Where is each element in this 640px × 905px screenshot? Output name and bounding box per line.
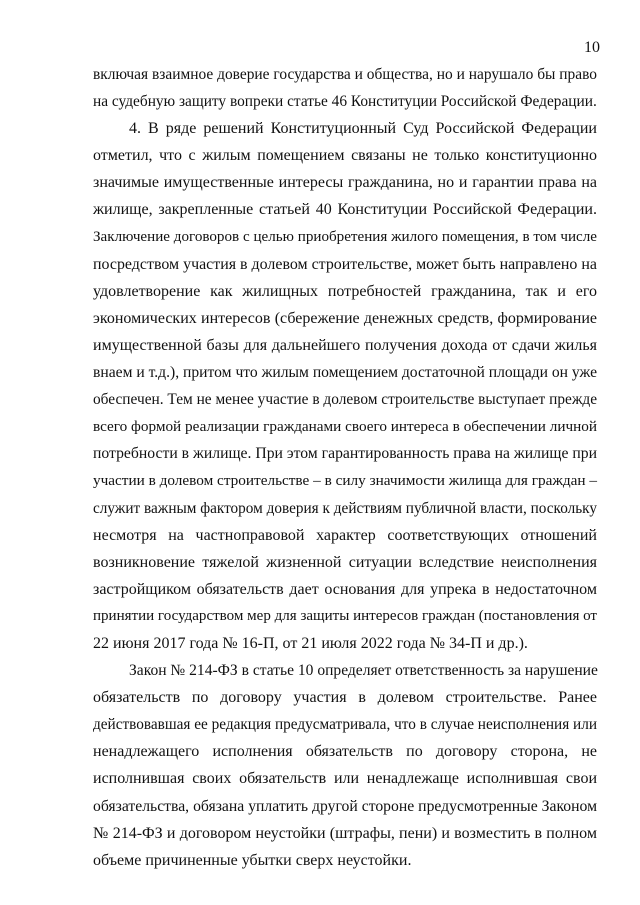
text-line: возникновение тяжелой жизненной ситуации вследствие неисполнения <box>93 553 597 571</box>
text-line: посредством участия в долевом строительстве, может быть направлено на <box>93 255 597 273</box>
document-body <box>93 61 597 874</box>
paragraph-continuation <box>93 61 597 115</box>
page-number: 10 <box>584 39 600 56</box>
text-line: жилище, закрепленные статьей 40 Конституции Российской Федерации. <box>93 201 597 219</box>
text-line: Заключение договоров с целью приобретения жилого помещения, в том числе <box>93 228 597 245</box>
text-line: принятии государством мер для защиты интересов граждан (постановления от <box>93 607 597 624</box>
text-line: № 214-ФЗ и договором неустойки (штрафы, пени) и возместить в полном <box>93 824 597 842</box>
text-line: 22 июня 2017 года № 16-П, от 21 июля 2022 года № 34-П и др.). <box>93 634 528 652</box>
text-line: экономических интересов (сбережение денежных средств, формирование <box>93 309 597 327</box>
text-line: застройщиком обязательств дает основания для упрека в недостаточном <box>93 580 597 598</box>
text-line: имущественной базы для дальнейшего получения дохода от сдачи жилья <box>93 336 597 354</box>
paragraph-point-4 <box>93 115 597 657</box>
paragraph-law-214 <box>93 657 597 874</box>
text-line: на судебную защиту вопреки статье 46 Конституции Российской Федерации. <box>93 93 597 111</box>
text-line: обязательств по договору участия в долевом строительстве. Ранее <box>93 689 597 707</box>
text-line: всего формой реализации гражданами своего интереса в обеспечении личной <box>93 418 597 436</box>
text-line: ненадлежащего исполнения обязательств по договору сторона, не <box>93 743 597 761</box>
text-line: участии в долевом строительстве – в силу значимости жилища для граждан – <box>93 472 597 490</box>
text-line: потребности в жилище. При этом гарантированность права на жилище при <box>93 445 597 463</box>
text-line: объеме причиненные убытки сверх неустойки. <box>93 851 412 869</box>
text-line: обеспечен. Тем не менее участие в долевом строительстве выступает прежде <box>93 391 598 409</box>
text-line: включая взаимное доверие государства и общества, но и нарушало бы право <box>93 66 597 83</box>
text-line: исполнившая своих обязательств или ненадлежаще исполнившая свои <box>93 770 597 788</box>
text-line: служит важным фактором доверия к действиям публичной власти, поскольку <box>93 499 597 517</box>
text-line: внаем и т.д.), притом что жилым помещением достаточной площади он уже <box>93 364 597 382</box>
text-line: несмотря на частноправовой характер соответствующих отношений <box>93 526 597 544</box>
text-line: Закон № 214-ФЗ в статье 10 определяет ответственность за нарушение <box>129 662 598 680</box>
text-line: действовавшая ее редакция предусматривала, что в случае неисполнения или <box>93 716 597 734</box>
text-line: удовлетворение как жилищных потребностей гражданина, так и его <box>93 282 597 300</box>
text-line: 4. В ряде решений Конституционный Суд Российской Федерации <box>129 120 597 138</box>
text-line: обязательства, обязана уплатить другой стороне предусмотренные Законом <box>93 797 597 815</box>
text-line: значимые имущественные интересы гражданина, но и гарантии права на <box>93 174 597 192</box>
text-line: отметил, что с жилым помещением связаны не только конституционно <box>93 147 597 165</box>
